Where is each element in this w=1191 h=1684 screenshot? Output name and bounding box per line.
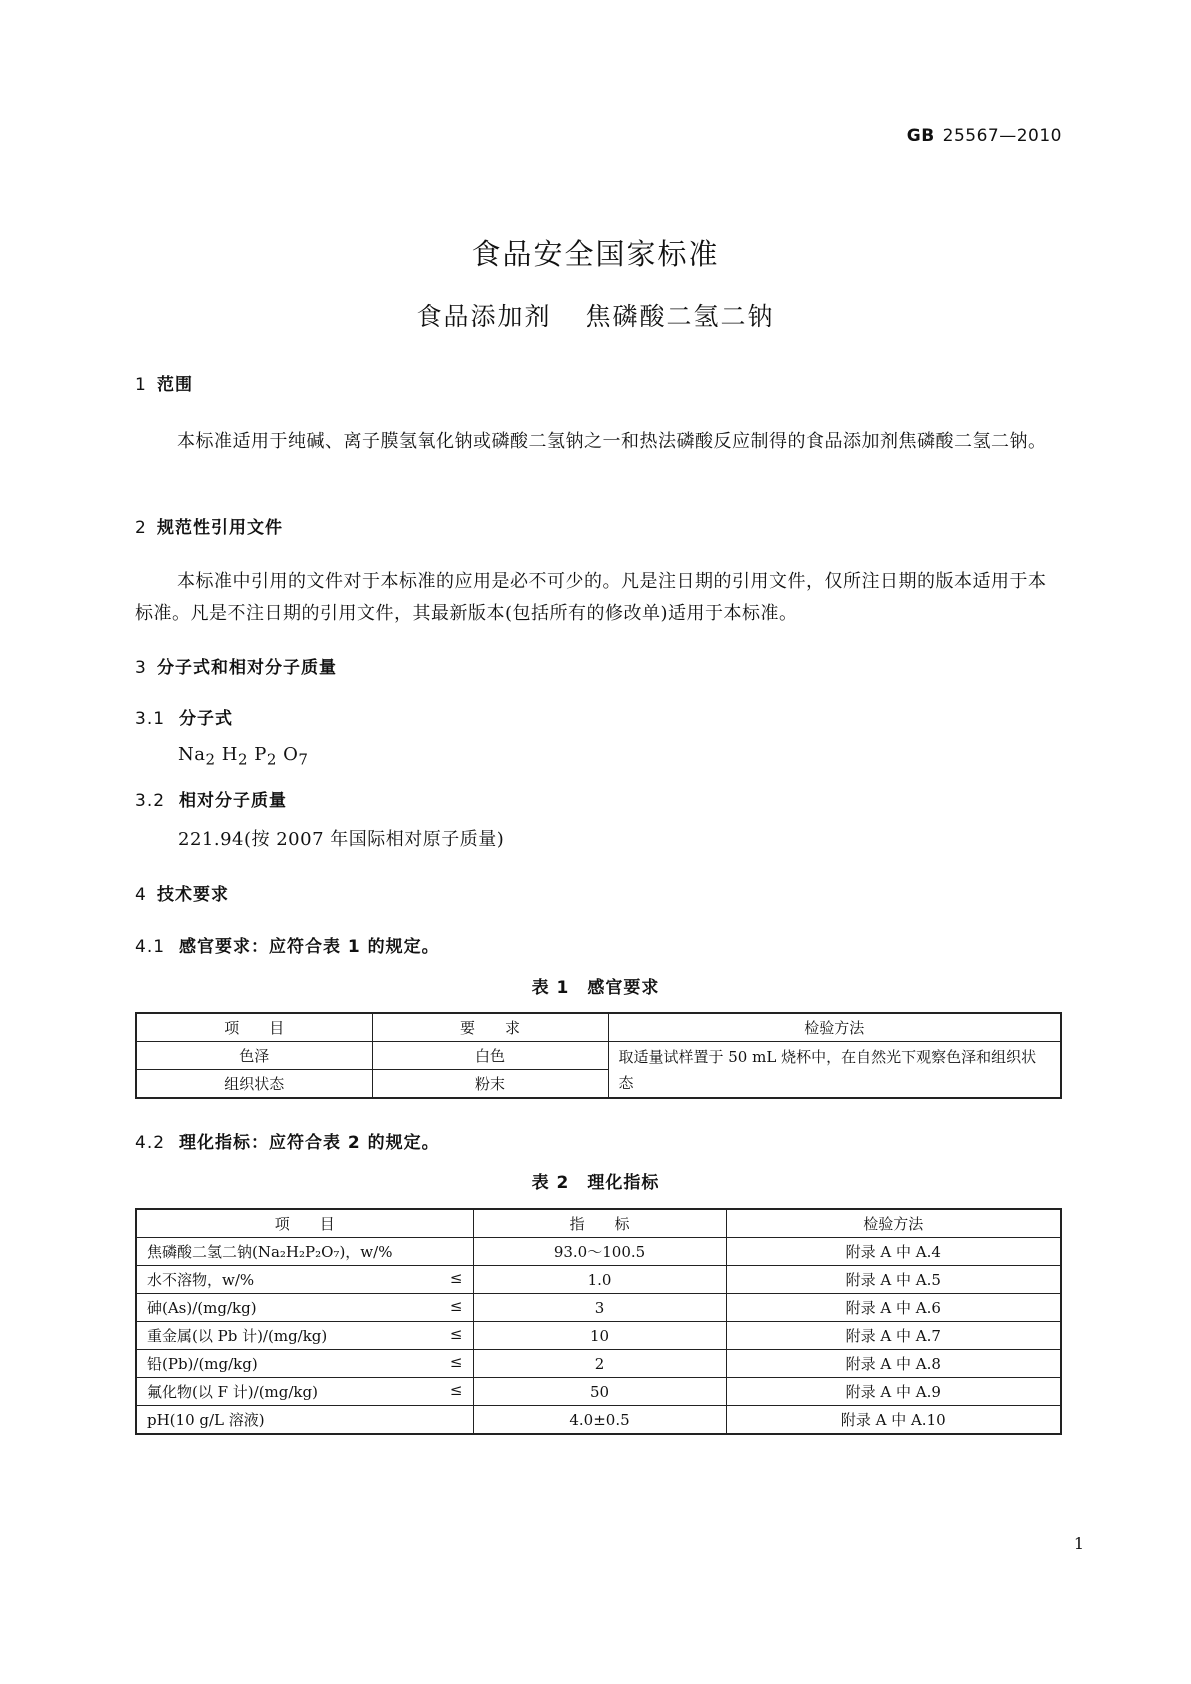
table-2-caption: 表 2 理化指标 <box>531 1173 660 1193</box>
page-number: 1 <box>1073 1534 1084 1553</box>
section-2-heading <box>135 513 283 538</box>
section-title: 感官要求：应符合表 1 的规定。 <box>179 937 440 957</box>
table-header: 项 目 <box>136 1209 473 1238</box>
molecular-mass: 221.94(按 2007 年国际相对原子质量) <box>178 829 505 850</box>
section-1-heading <box>135 370 193 395</box>
section-title: 分子式和相对分子质量 <box>157 658 337 678</box>
le-symbol: ≤ <box>449 1353 463 1371</box>
table-cell: 色泽 <box>136 1042 372 1070</box>
table-cell-method: 取适量试样置于 50 mL 烧杯中，在自然光下观察色泽和组织状态 <box>608 1042 1061 1099</box>
section-number: 3.2 <box>135 791 166 811</box>
table-cell: 1.0 <box>473 1266 726 1294</box>
section-title: 技术要求 <box>157 885 229 905</box>
table-cell: 水不溶物，w/% ≤ <box>136 1266 473 1294</box>
table-row <box>136 1238 1061 1266</box>
table-header-row <box>136 1013 1061 1042</box>
section-number: 3.1 <box>135 709 166 729</box>
table-cell: 4.0±0.5 <box>473 1406 726 1435</box>
section-number: 2 <box>135 518 147 538</box>
le-symbol: ≤ <box>449 1325 463 1343</box>
section-4-heading <box>135 880 229 905</box>
table-cell: 附录 A 中 A.6 <box>726 1294 1061 1322</box>
table-cell: 附录 A 中 A.7 <box>726 1322 1061 1350</box>
section-4-1-heading <box>135 932 440 957</box>
le-symbol: ≤ <box>449 1381 463 1399</box>
table-cell: 组织状态 <box>136 1070 372 1099</box>
table-header: 要 求 <box>372 1013 608 1042</box>
std-number: 25567—2010 <box>942 126 1062 146</box>
table-cell: 铅(Pb)/(mg/kg) ≤ <box>136 1350 473 1378</box>
table-cell: 附录 A 中 A.10 <box>726 1406 1061 1435</box>
table-header: 检验方法 <box>608 1013 1061 1042</box>
section-1-text <box>135 426 1062 458</box>
table-cell: 3 <box>473 1294 726 1322</box>
table-row <box>136 1378 1061 1406</box>
section-title: 规范性引用文件 <box>157 518 283 538</box>
section-title: 分子式 <box>179 709 233 729</box>
table-cell: 50 <box>473 1378 726 1406</box>
table-cell: pH(10 g/L 溶液) <box>136 1406 473 1435</box>
section-4-2-heading <box>135 1128 440 1153</box>
paragraph: 本标准适用于纯碱、离子膜氢氧化钠或磷酸二氢钠之一和热法磷酸反应制得的食品添加剂焦磷酸二氢二钠。 <box>177 431 1047 452</box>
table-cell: 焦磷酸二氢二钠(Na₂H₂P₂O₇)，w/% <box>136 1238 473 1266</box>
subtitle-left: 食品添加剂 <box>416 302 552 331</box>
section-3-2-heading <box>135 786 287 811</box>
table-1 <box>135 1012 1062 1099</box>
subtitle-right: 焦磷酸二氢二钠 <box>585 302 775 331</box>
paragraph: 本标准中引用的文件对于本标准的应用是必不可少的。凡是注日期的引用文件，仅所注日期的版本适用于本标准。凡是不注日期的引用文件，其最新版本(包括所有的修改单)适用于本标准。 <box>135 571 1047 624</box>
section-2-text <box>135 566 1062 630</box>
table-cell: 重金属(以 Pb 计)/(mg/kg) ≤ <box>136 1322 473 1350</box>
table-cell: 氟化物(以 F 计)/(mg/kg) ≤ <box>136 1378 473 1406</box>
table-cell: 10 <box>473 1322 726 1350</box>
doc-title: 食品安全国家标准 <box>471 237 720 271</box>
le-symbol: ≤ <box>449 1269 463 1287</box>
table-cell: 93.0～100.5 <box>473 1238 726 1266</box>
table-cell: 2 <box>473 1350 726 1378</box>
section-number: 1 <box>135 375 147 395</box>
table-row <box>136 1294 1061 1322</box>
section-number: 4.2 <box>135 1133 166 1153</box>
table-header: 项 目 <box>136 1013 372 1042</box>
table-cell: 附录 A 中 A.8 <box>726 1350 1061 1378</box>
section-number: 4.1 <box>135 937 166 957</box>
table-2 <box>135 1208 1062 1435</box>
table-row <box>136 1406 1061 1435</box>
table-cell: 砷(As)/(mg/kg) ≤ <box>136 1294 473 1322</box>
section-3-1-heading <box>135 704 233 729</box>
table-header: 指 标 <box>473 1209 726 1238</box>
table-row <box>136 1350 1061 1378</box>
table-row <box>136 1266 1061 1294</box>
section-title: 相对分子质量 <box>179 791 287 811</box>
table-cell: 附录 A 中 A.5 <box>726 1266 1061 1294</box>
section-number: 4 <box>135 885 147 905</box>
section-title: 理化指标：应符合表 2 的规定。 <box>179 1133 440 1153</box>
table-header-row <box>136 1209 1061 1238</box>
standard-number <box>0 126 1062 146</box>
table-cell: 附录 A 中 A.9 <box>726 1378 1061 1406</box>
le-symbol: ≤ <box>449 1297 463 1315</box>
table-cell: 白色 <box>372 1042 608 1070</box>
table-row <box>136 1042 1061 1070</box>
table-row <box>136 1322 1061 1350</box>
doc-subtitle <box>0 297 1191 333</box>
table-header: 检验方法 <box>726 1209 1061 1238</box>
section-number: 3 <box>135 658 147 678</box>
table-cell: 附录 A 中 A.4 <box>726 1238 1061 1266</box>
section-title: 范围 <box>157 375 193 395</box>
std-prefix: GB <box>906 126 935 146</box>
section-3-heading <box>135 653 337 678</box>
table-cell: 粉末 <box>372 1070 608 1099</box>
molecular-formula: $Na_2$ $H_2$ $P_2$ $O_7$ <box>178 744 309 769</box>
table-1-caption: 表 1 感官要求 <box>531 978 660 998</box>
